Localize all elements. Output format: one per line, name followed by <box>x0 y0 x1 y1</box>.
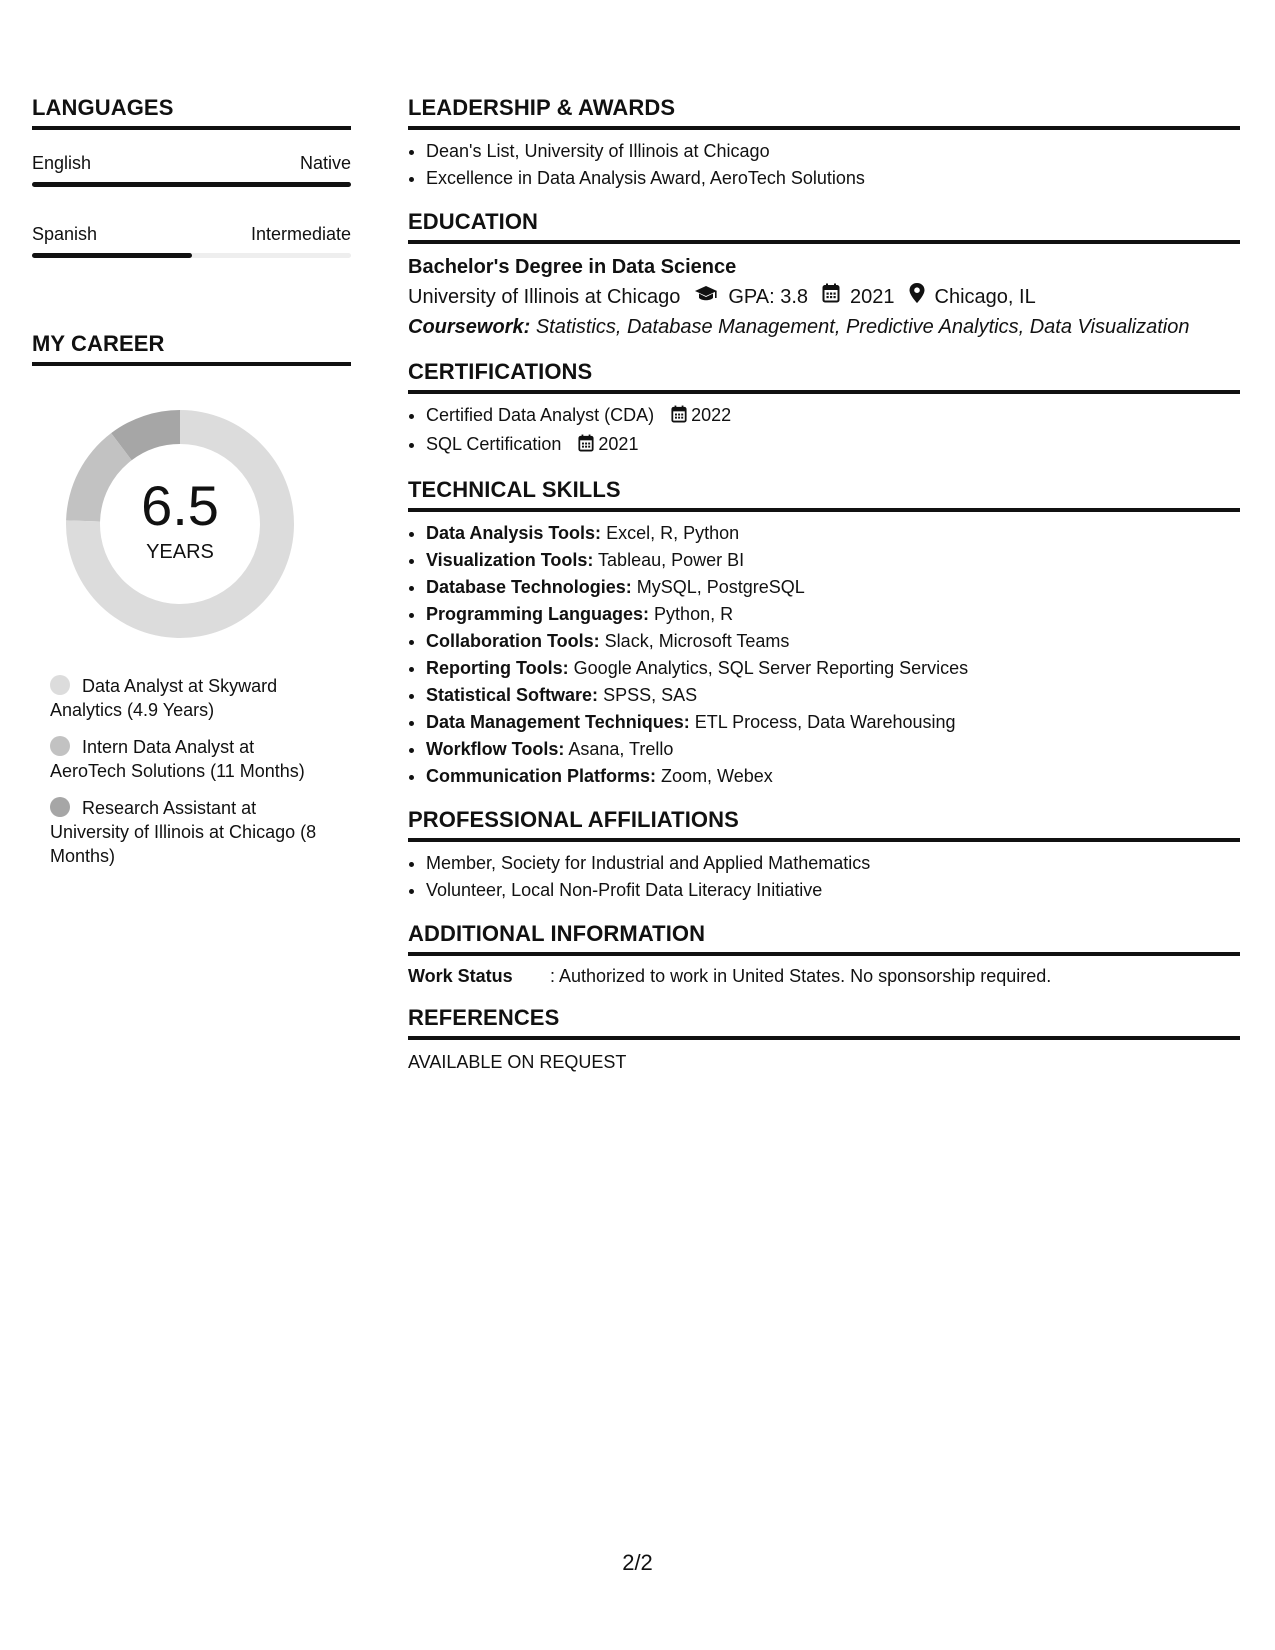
skill-item <box>426 574 1240 601</box>
section-title-references: REFERENCES <box>408 1004 1240 1040</box>
skill-value: Tableau, Power BI <box>598 550 745 570</box>
references-section <box>408 1004 1240 1074</box>
skill-label: Data Analysis Tools: <box>426 523 602 543</box>
career-legend <box>50 674 330 868</box>
skill-label: Database Technologies: <box>426 577 632 597</box>
list-item: • Volunteer, Local Non-Profit Data Literacy Initiative <box>426 877 1240 904</box>
right-column <box>408 94 1240 1074</box>
skill-value: MySQL, PostgreSQL <box>636 577 805 597</box>
language-proficiency-fill <box>32 253 192 258</box>
language-name: Spanish <box>32 224 98 244</box>
skill-value: ETL Process, Data Warehousing <box>694 712 956 732</box>
section-title-certifications: CERTIFICATIONS <box>408 358 1240 394</box>
skill-label: Data Management Techniques: <box>426 712 690 732</box>
coursework-list: Statistics, Database Management, Predictive Analytics, Data Visualization <box>535 316 1190 338</box>
list-item: • Dean's List, University of Illinois at Chicago <box>426 138 1240 165</box>
work-status-row <box>408 964 1240 988</box>
legend-swatch <box>50 736 70 756</box>
skill-label: Reporting Tools: <box>426 658 569 678</box>
education-degree: Bachelor's Degree in Data Science <box>408 256 737 278</box>
language-proficiency-bar <box>32 182 351 187</box>
career-section <box>32 330 351 868</box>
language-level: Intermediate <box>250 224 351 244</box>
skill-item <box>426 682 1240 709</box>
skill-value: SPSS, SAS <box>603 685 698 705</box>
skill-item <box>426 709 1240 736</box>
skill-item <box>426 628 1240 655</box>
language-proficiency-bar <box>32 253 351 258</box>
skills-list <box>408 520 1240 790</box>
certifications-section <box>408 358 1240 460</box>
work-status-value: : Authorized to work in United States. No sponsorship required. <box>550 966 1052 986</box>
career-total-years: 6.5 <box>141 474 219 537</box>
calendar-icon <box>671 404 687 431</box>
references-text: AVAILABLE ON REQUEST <box>408 1052 627 1072</box>
skill-item <box>426 601 1240 628</box>
skills-section <box>408 476 1240 790</box>
skill-value: Python, R <box>654 604 734 624</box>
language-name: English <box>32 153 92 173</box>
skill-item <box>426 736 1240 763</box>
skill-item <box>426 763 1240 790</box>
section-title-additional: ADDITIONAL INFORMATION <box>408 920 1240 956</box>
certification-year: 2022 <box>691 405 732 425</box>
education-coursework <box>408 312 1240 342</box>
legend-swatch <box>50 797 70 817</box>
legend-item <box>50 674 330 722</box>
skill-value: Zoom, Webex <box>661 766 773 786</box>
skill-label: Communication Platforms: <box>426 766 657 786</box>
additional-info-section <box>408 920 1240 988</box>
skill-label: Workflow Tools: <box>426 739 565 759</box>
certifications-list <box>408 402 1240 460</box>
section-title-education: EDUCATION <box>408 208 1240 244</box>
language-level: Native <box>299 153 351 173</box>
legend-item <box>50 735 330 783</box>
map-pin-icon <box>909 282 925 312</box>
education-details <box>408 282 1240 312</box>
legend-label: Research Assistant at University of Illinois at Chicago (8 Months) <box>50 798 317 866</box>
language-item <box>32 223 351 258</box>
legend-label: Intern Data Analyst at AeroTech Solutions (11 Months) <box>50 737 305 781</box>
skill-item <box>426 547 1240 574</box>
certification-name: Certified Data Analyst (CDA) <box>426 405 655 425</box>
certification-name: SQL Certification <box>426 434 562 454</box>
skill-value: Excel, R, Python <box>606 523 740 543</box>
languages-section <box>32 94 351 258</box>
page-number: 2/2 <box>622 1550 653 1575</box>
certification-year: 2021 <box>598 434 639 454</box>
skill-value: Google Analytics, SQL Server Reporting Services <box>573 658 969 678</box>
affiliations-list <box>408 850 1240 904</box>
career-donut-chart <box>66 410 294 638</box>
section-title-skills: TECHNICAL SKILLS <box>408 476 1240 512</box>
calendar-icon <box>578 433 594 460</box>
graduation-cap-icon <box>694 282 718 312</box>
legend-item <box>50 796 330 868</box>
section-title-languages: LANGUAGES <box>32 94 351 130</box>
coursework-label: Coursework: <box>408 316 531 338</box>
education-school: University of Illinois at Chicago <box>408 286 681 308</box>
left-column <box>32 94 351 881</box>
skill-value: Slack, Microsoft Teams <box>604 631 790 651</box>
list-item: • Member, Society for Industrial and Applied Mathematics <box>426 850 1240 877</box>
skill-item <box>426 655 1240 682</box>
skill-label: Statistical Software: <box>426 685 599 705</box>
affiliations-section <box>408 806 1240 904</box>
leadership-section <box>408 94 1240 192</box>
skill-label: Visualization Tools: <box>426 550 594 570</box>
skill-label: Programming Languages: <box>426 604 650 624</box>
legend-label: Data Analyst at Skyward Analytics (4.9 Years) <box>50 676 278 720</box>
career-total-unit: YEARS <box>146 541 214 563</box>
legend-swatch <box>50 675 70 695</box>
education-location: Chicago, IL <box>934 286 1036 308</box>
section-title-leadership: LEADERSHIP & AWARDS <box>408 94 1240 130</box>
certification-item <box>426 402 1240 431</box>
certification-item <box>426 431 1240 460</box>
calendar-icon <box>822 282 840 312</box>
section-title-affiliations: PROFESSIONAL AFFILIATIONS <box>408 806 1240 842</box>
education-section <box>408 208 1240 342</box>
language-item <box>32 152 351 187</box>
section-title-career: MY CAREER <box>32 330 351 366</box>
skill-value: Asana, Trello <box>568 739 674 759</box>
education-gpa: GPA: 3.8 <box>728 286 809 308</box>
education-year: 2021 <box>850 286 895 308</box>
leadership-list <box>408 138 1240 192</box>
skill-label: Collaboration Tools: <box>426 631 600 651</box>
skill-item <box>426 520 1240 547</box>
work-status-label: Work Status <box>408 966 513 986</box>
list-item: • Excellence in Data Analysis Award, AeroTech Solutions <box>426 165 1240 192</box>
language-proficiency-fill <box>32 182 351 187</box>
